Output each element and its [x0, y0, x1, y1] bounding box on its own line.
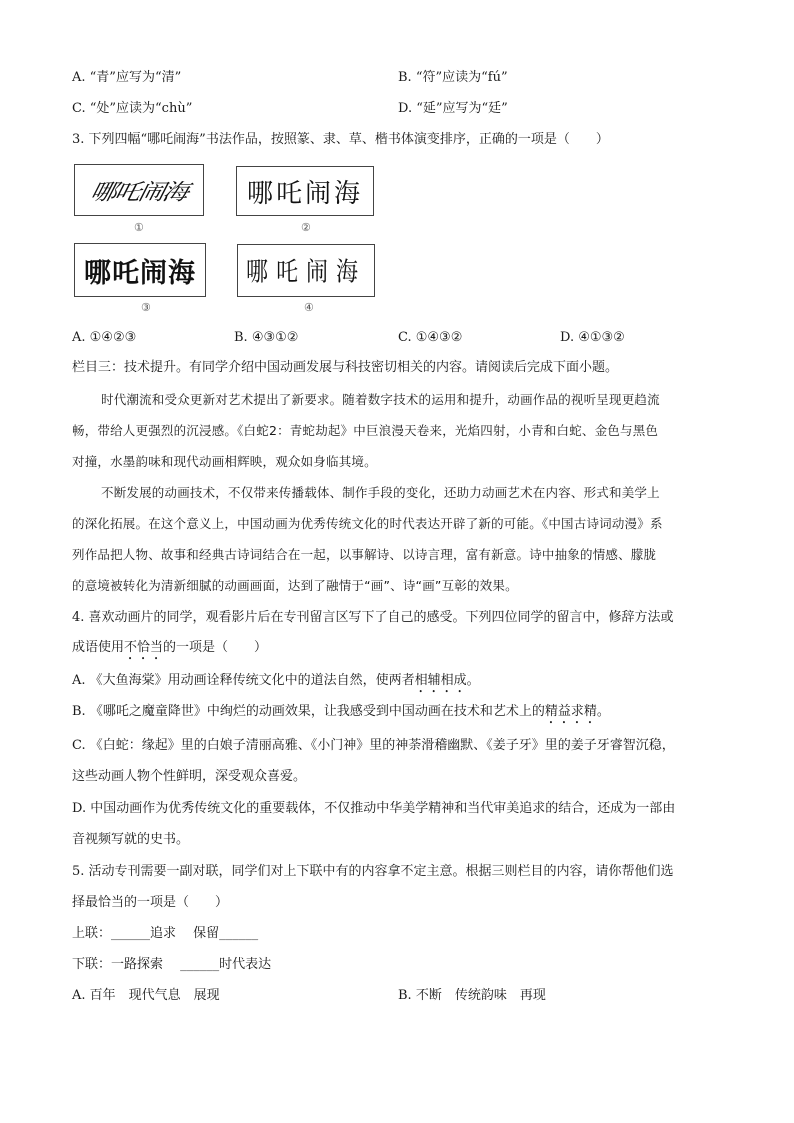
- q4-stem-line1: 4. 喜欢动画片的同学，观看影片后在专刊留言区写下了自己的感受。下列四位同学的留言中，修辞方法或: [72, 610, 674, 625]
- q4-option-d-line1: D. 中国动画作为优秀传统文化的重要载体，不仅推动中华美学精神和当代审美追求的结合，还成为一部由: [72, 801, 676, 816]
- caption-2: ②: [301, 221, 311, 234]
- q4-option-a-end: 。: [466, 673, 480, 688]
- calligraphy-text-1: 哪吒闹海: [87, 179, 190, 205]
- passage-p1-line2: 畅，带给人更强烈的沉浸感。《白蛇2：青蛇劫起》中巨浪漫天卷来，光焰四射，小青和白蛇、金色与黑色: [72, 423, 659, 438]
- q4-option-b-text: B. 《哪吒之魔童降世》中绚烂的动画效果，让我感受到中国动画在技术和艺术上的: [72, 704, 545, 719]
- q2-option-b: B. “符”应读为“fú”: [398, 70, 508, 85]
- caption-4: ④: [304, 301, 314, 314]
- q5-option-a: A. 百年 现代气息 展现: [72, 988, 220, 1003]
- q4-option-b: [72, 702, 610, 727]
- q3-option-b: B. ④③①②: [234, 330, 299, 345]
- calligraphy-image-1: [74, 164, 204, 216]
- calligraphy-text-4: 哪吒闹海: [245, 257, 366, 288]
- q4-option-b-end: 。: [596, 704, 610, 719]
- calligraphy-image-4: [237, 244, 375, 297]
- passage-p2-line1: 不断发展的动画技术，不仅带来传播载体、制作手段的变化，还助力动画艺术在内容、形式和美学上: [101, 485, 660, 500]
- q4-option-a: [72, 671, 480, 696]
- caption-3: ③: [141, 301, 151, 314]
- q3-option-d: D. ④①③②: [560, 330, 625, 345]
- q4-option-a-text: A. 《大鱼海棠》用动画诠释传统文化中的道法自然，使两者: [72, 673, 415, 688]
- q4-option-d-line2: 音视频写就的史书。: [72, 832, 190, 847]
- q5-stem-line1: 5. 活动专刊需要一副对联，同学们对上下联中有的内容拿不定主意。根据三则栏目的内容，请你帮他们选: [72, 864, 674, 879]
- q2-option-a: A. “青”应写为“清”: [72, 70, 182, 85]
- q5-lower-couplet: 下联：一路探索 ______时代表达: [72, 957, 272, 972]
- passage-p2-line2: 的深化拓展。在这个意义上，中国动画为优秀传统文化的时代表达开辟了新的可能。《中国古诗词动漫》系: [72, 516, 663, 531]
- q5-stem-line2: 择最恰当的一项是（ ）: [72, 895, 229, 910]
- q5-option-b: B. 不断 传统韵味 再现: [398, 988, 546, 1003]
- q3-option-c: C. ①④③②: [398, 330, 463, 345]
- calligraphy-image-3: [74, 243, 206, 297]
- calligraphy-text-2: 哪吒闹海: [246, 178, 363, 209]
- q4-stem-part2: 的一项是（ ）: [163, 640, 268, 655]
- section3-intro: 栏目三：技术提升。有同学介绍中国动画发展与科技密切相关的内容。请阅读后完成下面小题。: [72, 360, 619, 375]
- q3-stem: 3. 下列四幅“哪吒闹海”书法作品，按照篆、隶、草、楷书体演变排序，正确的一项是（ ）: [72, 132, 609, 147]
- q4-stem-emphasis: 不恰当: [124, 640, 164, 655]
- q2-option-c: C. “处”应读为“chù”: [72, 101, 193, 116]
- q4-option-a-idiom: 相辅相成: [414, 673, 467, 688]
- q4-stem-part1: 成语使用: [72, 640, 125, 655]
- q4-option-c-line2: 这些动画人物个性鲜明，深受观众喜爱。: [72, 769, 307, 784]
- calligraphy-image-2: [236, 166, 374, 216]
- q4-stem-line2: [72, 638, 267, 663]
- q4-option-c-line1: C. 《白蛇：缘起》里的白娘子清丽高雅、《小门神》里的神荼滑稽幽默、《姜子牙》里的姜子牙睿智沉稳，: [72, 738, 675, 753]
- caption-1: ①: [134, 221, 144, 234]
- passage-p1-line1: 时代潮流和受众更新对艺术提出了新要求。随着数字技术的运用和提升，动画作品的视听呈现更趋流: [101, 392, 660, 407]
- q5-upper-couplet: 上联：______追求 保留______: [72, 926, 259, 941]
- q3-option-a: A. ①④②③: [72, 330, 137, 345]
- q2-option-d: D. “延”应写为“廷”: [398, 101, 508, 116]
- passage-p2-line3: 列作品把人物、故事和经典古诗词结合在一起，以事解诗、以诗言理，富有新意。诗中抽象的情感、朦胧: [72, 547, 657, 562]
- q4-option-b-idiom: 精益求精: [544, 704, 597, 719]
- passage-p2-line4: 的意境被转化为清新细腻的动画画面，达到了融情于“画”、诗“画”互彰的效果。: [72, 578, 518, 593]
- passage-p1-line3: 对撞，水墨韵味和现代动画相辉映，观众如身临其境。: [72, 454, 377, 469]
- calligraphy-text-3: 哪吒闹海: [84, 257, 196, 289]
